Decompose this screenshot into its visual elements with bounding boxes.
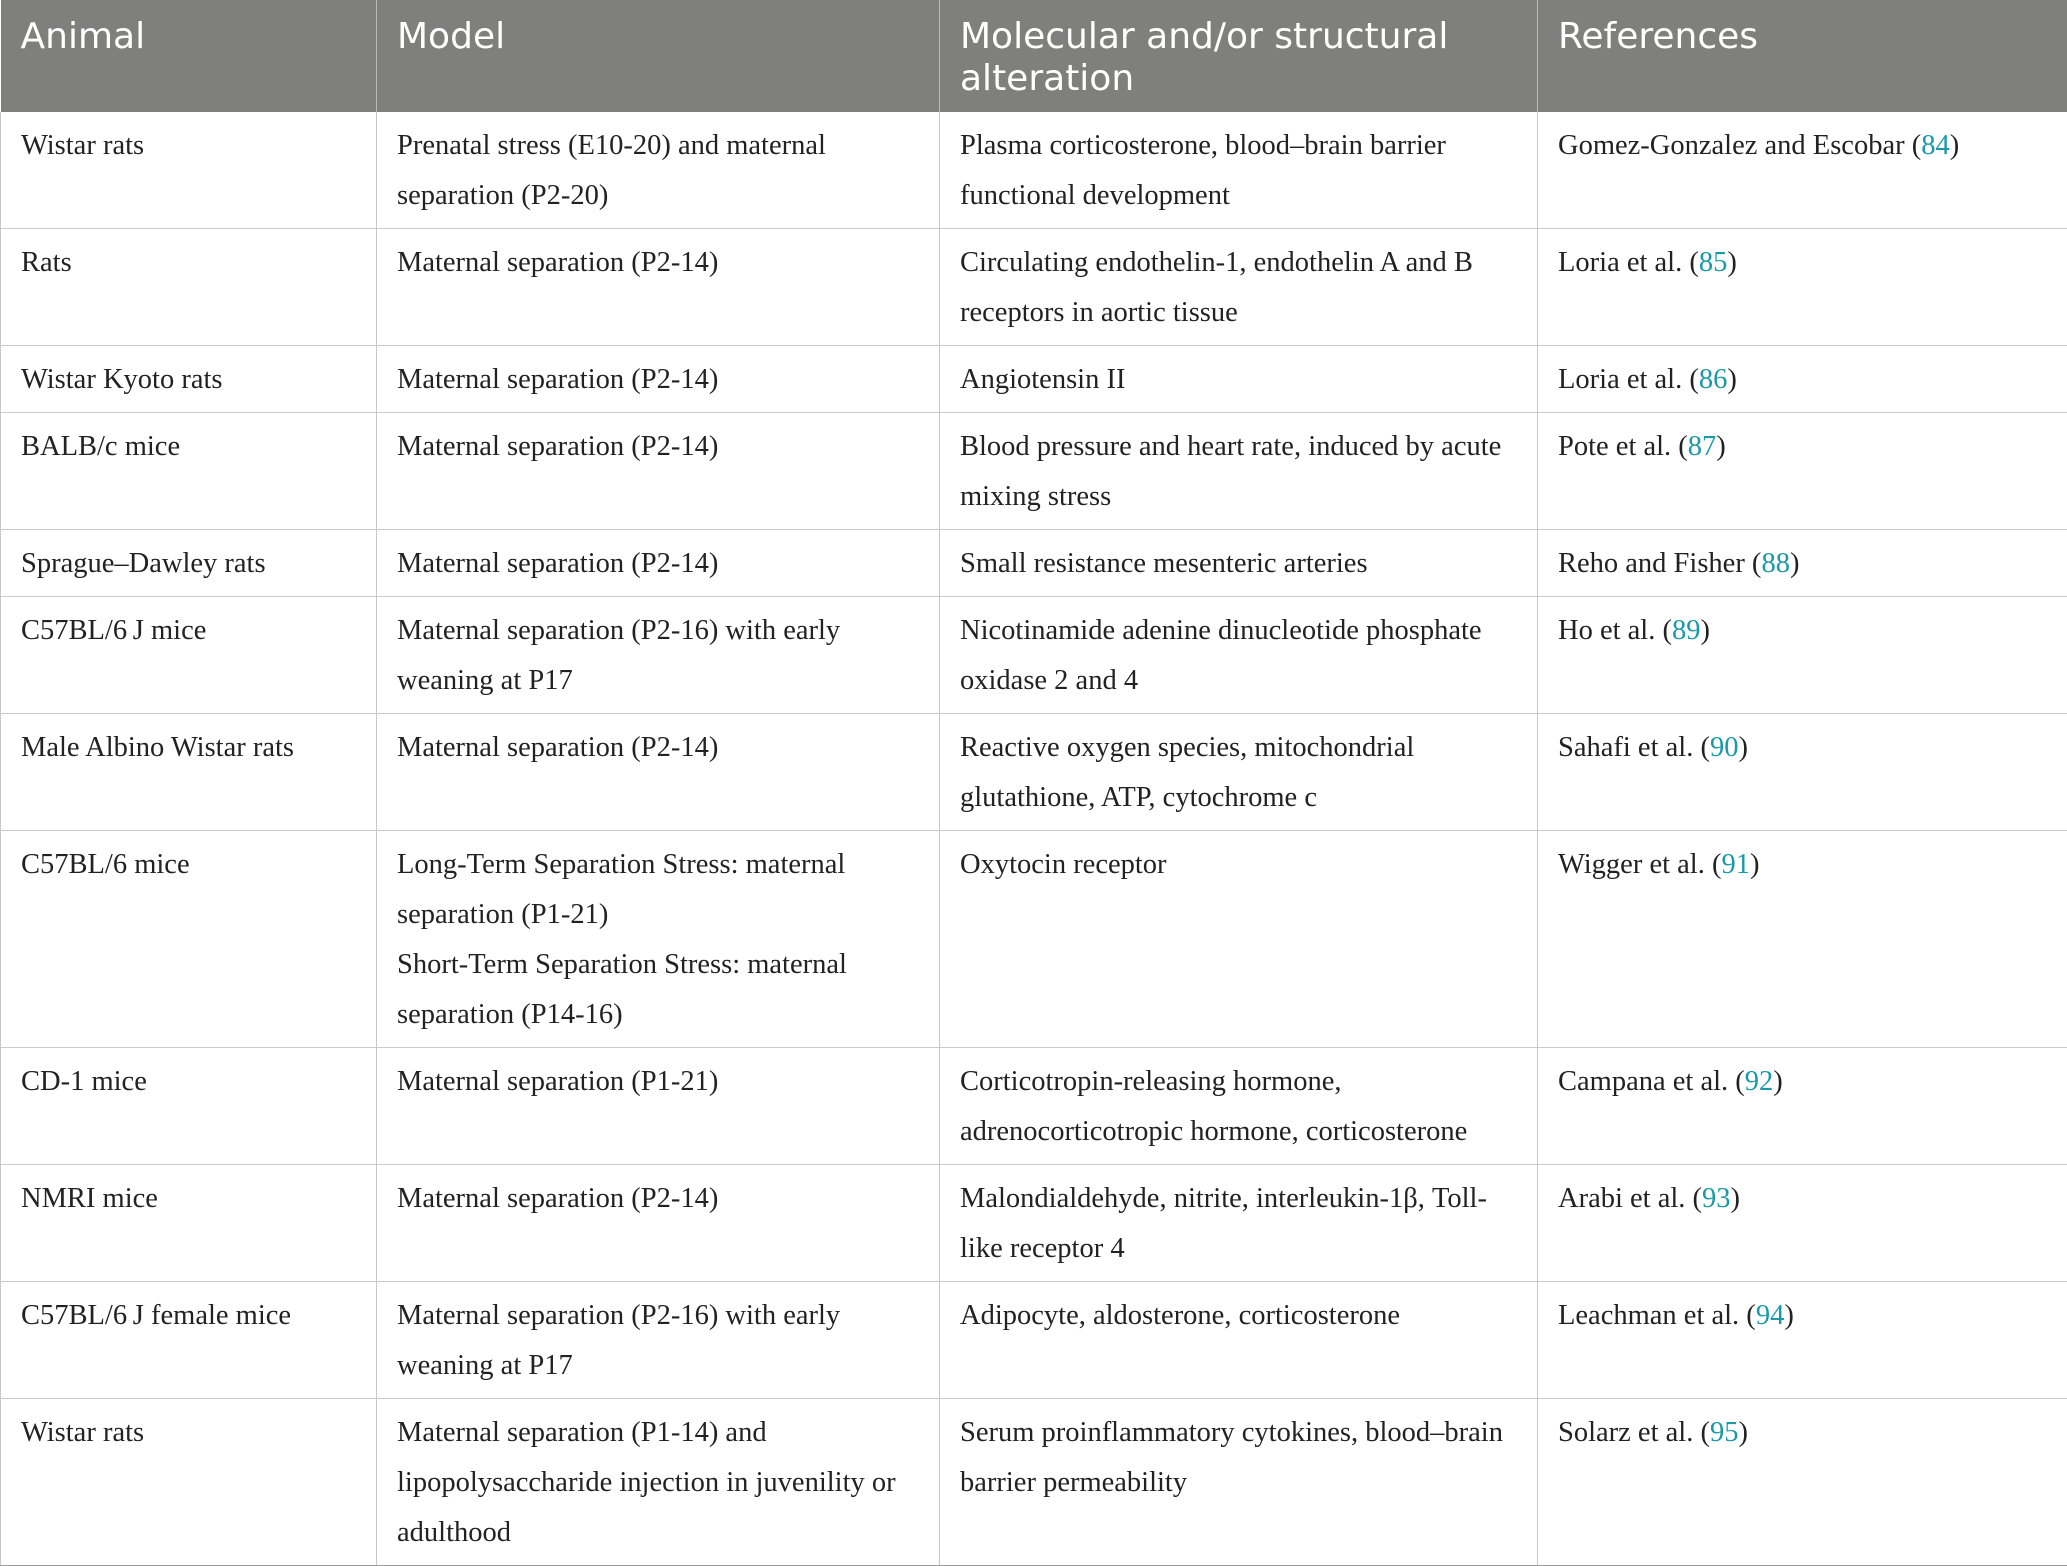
- cell-reference: [1538, 112, 2067, 229]
- reference-close: ): [1700, 615, 1710, 646]
- reference-link[interactable]: 84: [1921, 130, 1950, 161]
- reference-author: Campana et al. (: [1558, 1066, 1745, 1097]
- table-body: [1, 112, 2067, 1566]
- table-row: [1, 1282, 2067, 1399]
- cell-reference: [1538, 346, 2067, 413]
- table-row: [1, 1165, 2067, 1282]
- cell-model: [377, 1048, 940, 1165]
- cell-alteration: Plasma corticosterone, blood–brain barrier functional development: [940, 112, 1538, 229]
- table-row: [1, 112, 2067, 229]
- cell-alteration: Nicotinamide adenine dinucleotide phosphate oxidase 2 and 4: [940, 597, 1538, 714]
- cell-alteration: Serum proinflammatory cytokines, blood–brain barrier permeability: [940, 1399, 1538, 1566]
- reference-author: Sahafi et al. (: [1558, 732, 1710, 763]
- cell-animal: Wistar rats: [1, 1399, 377, 1566]
- header-alteration: Molecular and/or structural alteration: [940, 0, 1538, 112]
- table-row: [1, 714, 2067, 831]
- cell-model: [377, 112, 940, 229]
- table-header: [1, 0, 2067, 112]
- cell-reference: [1538, 597, 2067, 714]
- table-row: [1, 346, 2067, 413]
- reference-close: ): [1738, 1417, 1748, 1448]
- cell-model: [377, 831, 940, 1048]
- reference-link[interactable]: 87: [1688, 431, 1717, 462]
- model-line: Maternal separation (P1-14) and lipopolysaccharide injection in juvenility or adulthood: [397, 1408, 919, 1558]
- table-row: [1, 1399, 2067, 1566]
- reference-link[interactable]: 92: [1745, 1066, 1774, 1097]
- cell-animal: C57BL/6 J female mice: [1, 1282, 377, 1399]
- cell-model: [377, 1165, 940, 1282]
- model-line: Maternal separation (P2-14): [397, 723, 919, 773]
- reference-close: ): [1738, 732, 1748, 763]
- reference-close: ): [1750, 849, 1760, 880]
- reference-author: Loria et al. (: [1558, 364, 1699, 395]
- cell-alteration: Malondialdehyde, nitrite, interleukin-1β, Toll-like receptor 4: [940, 1165, 1538, 1282]
- cell-reference: [1538, 1399, 2067, 1566]
- reference-link[interactable]: 88: [1761, 548, 1790, 579]
- model-line: Maternal separation (P2-14): [397, 422, 919, 472]
- reference-link[interactable]: 91: [1721, 849, 1750, 880]
- cell-model: [377, 714, 940, 831]
- cell-alteration: Small resistance mesenteric arteries: [940, 530, 1538, 597]
- table-row: [1, 413, 2067, 530]
- header-animal: Animal: [1, 0, 377, 112]
- cell-alteration: Oxytocin receptor: [940, 831, 1538, 1048]
- model-line: Maternal separation (P2-14): [397, 355, 919, 405]
- model-line: Maternal separation (P1-21): [397, 1057, 919, 1107]
- cell-model: [377, 413, 940, 530]
- cell-reference: [1538, 1165, 2067, 1282]
- model-line: Maternal separation (P2-14): [397, 238, 919, 288]
- cell-alteration: Blood pressure and heart rate, induced by acute mixing stress: [940, 413, 1538, 530]
- reference-close: ): [1727, 247, 1737, 278]
- reference-author: Arabi et al. (: [1558, 1183, 1702, 1214]
- cell-animal: Sprague–Dawley rats: [1, 530, 377, 597]
- reference-close: ): [1731, 1183, 1741, 1214]
- cell-reference: [1538, 530, 2067, 597]
- reference-author: Gomez-Gonzalez and Escobar (: [1558, 130, 1921, 161]
- reference-author: Solarz et al. (: [1558, 1417, 1710, 1448]
- reference-link[interactable]: 95: [1710, 1417, 1739, 1448]
- reference-link[interactable]: 90: [1710, 732, 1739, 763]
- cell-animal: Wistar rats: [1, 112, 377, 229]
- cell-animal: C57BL/6 mice: [1, 831, 377, 1048]
- cell-animal: C57BL/6 J mice: [1, 597, 377, 714]
- cell-reference: [1538, 831, 2067, 1048]
- table-row: [1, 530, 2067, 597]
- reference-author: Loria et al. (: [1558, 247, 1699, 278]
- reference-author: Pote et al. (: [1558, 431, 1688, 462]
- reference-close: ): [1727, 364, 1737, 395]
- cell-reference: [1538, 229, 2067, 346]
- reference-close: ): [1790, 548, 1800, 579]
- reference-link[interactable]: 93: [1702, 1183, 1731, 1214]
- cell-alteration: Adipocyte, aldosterone, corticosterone: [940, 1282, 1538, 1399]
- model-line: Long-Term Separation Stress: maternal separation (P1-21): [397, 840, 919, 940]
- cell-alteration: Corticotropin-releasing hormone, adrenocorticotropic hormone, corticosterone: [940, 1048, 1538, 1165]
- model-line: Maternal separation (P2-14): [397, 539, 919, 589]
- reference-close: ): [1784, 1300, 1794, 1331]
- cell-animal: CD-1 mice: [1, 1048, 377, 1165]
- reference-author: Ho et al. (: [1558, 615, 1672, 646]
- cell-animal: Male Albino Wistar rats: [1, 714, 377, 831]
- reference-author: Wigger et al. (: [1558, 849, 1721, 880]
- table-row: [1, 597, 2067, 714]
- reference-link[interactable]: 86: [1699, 364, 1728, 395]
- header-row: [1, 0, 2067, 112]
- cell-alteration: Circulating endothelin-1, endothelin A and B receptors in aortic tissue: [940, 229, 1538, 346]
- cell-model: [377, 229, 940, 346]
- table-row: [1, 1048, 2067, 1165]
- cell-reference: [1538, 714, 2067, 831]
- reference-link[interactable]: 85: [1699, 247, 1728, 278]
- reference-author: Reho and Fisher (: [1558, 548, 1761, 579]
- reference-author: Leachman et al. (: [1558, 1300, 1756, 1331]
- table-row: [1, 229, 2067, 346]
- header-model: Model: [377, 0, 940, 112]
- model-line: Prenatal stress (E10-20) and maternal separation (P2-20): [397, 121, 919, 221]
- header-references: References: [1538, 0, 2067, 112]
- model-line: Maternal separation (P2-16) with early weaning at P17: [397, 606, 919, 706]
- cell-animal: BALB/c mice: [1, 413, 377, 530]
- reference-link[interactable]: 94: [1756, 1300, 1785, 1331]
- model-line: Short-Term Separation Stress: maternal separation (P14-16): [397, 940, 919, 1040]
- cell-model: [377, 346, 940, 413]
- cell-animal: Wistar Kyoto rats: [1, 346, 377, 413]
- cell-model: [377, 530, 940, 597]
- cell-animal: Rats: [1, 229, 377, 346]
- model-line: Maternal separation (P2-14): [397, 1174, 919, 1224]
- reference-close: ): [1773, 1066, 1783, 1097]
- table-row: [1, 831, 2067, 1048]
- cell-reference: [1538, 413, 2067, 530]
- model-line: Maternal separation (P2-16) with early weaning at P17: [397, 1291, 919, 1391]
- cell-reference: [1538, 1048, 2067, 1165]
- cell-reference: [1538, 1282, 2067, 1399]
- cell-alteration: Angiotensin II: [940, 346, 1538, 413]
- cell-model: [377, 1282, 940, 1399]
- cell-animal: NMRI mice: [1, 1165, 377, 1282]
- reference-link[interactable]: 89: [1672, 615, 1701, 646]
- cell-model: [377, 597, 940, 714]
- reference-close: ): [1716, 431, 1726, 462]
- cell-alteration: Reactive oxygen species, mitochondrial glutathione, ATP, cytochrome c: [940, 714, 1538, 831]
- reference-close: ): [1950, 130, 1960, 161]
- cell-model: [377, 1399, 940, 1566]
